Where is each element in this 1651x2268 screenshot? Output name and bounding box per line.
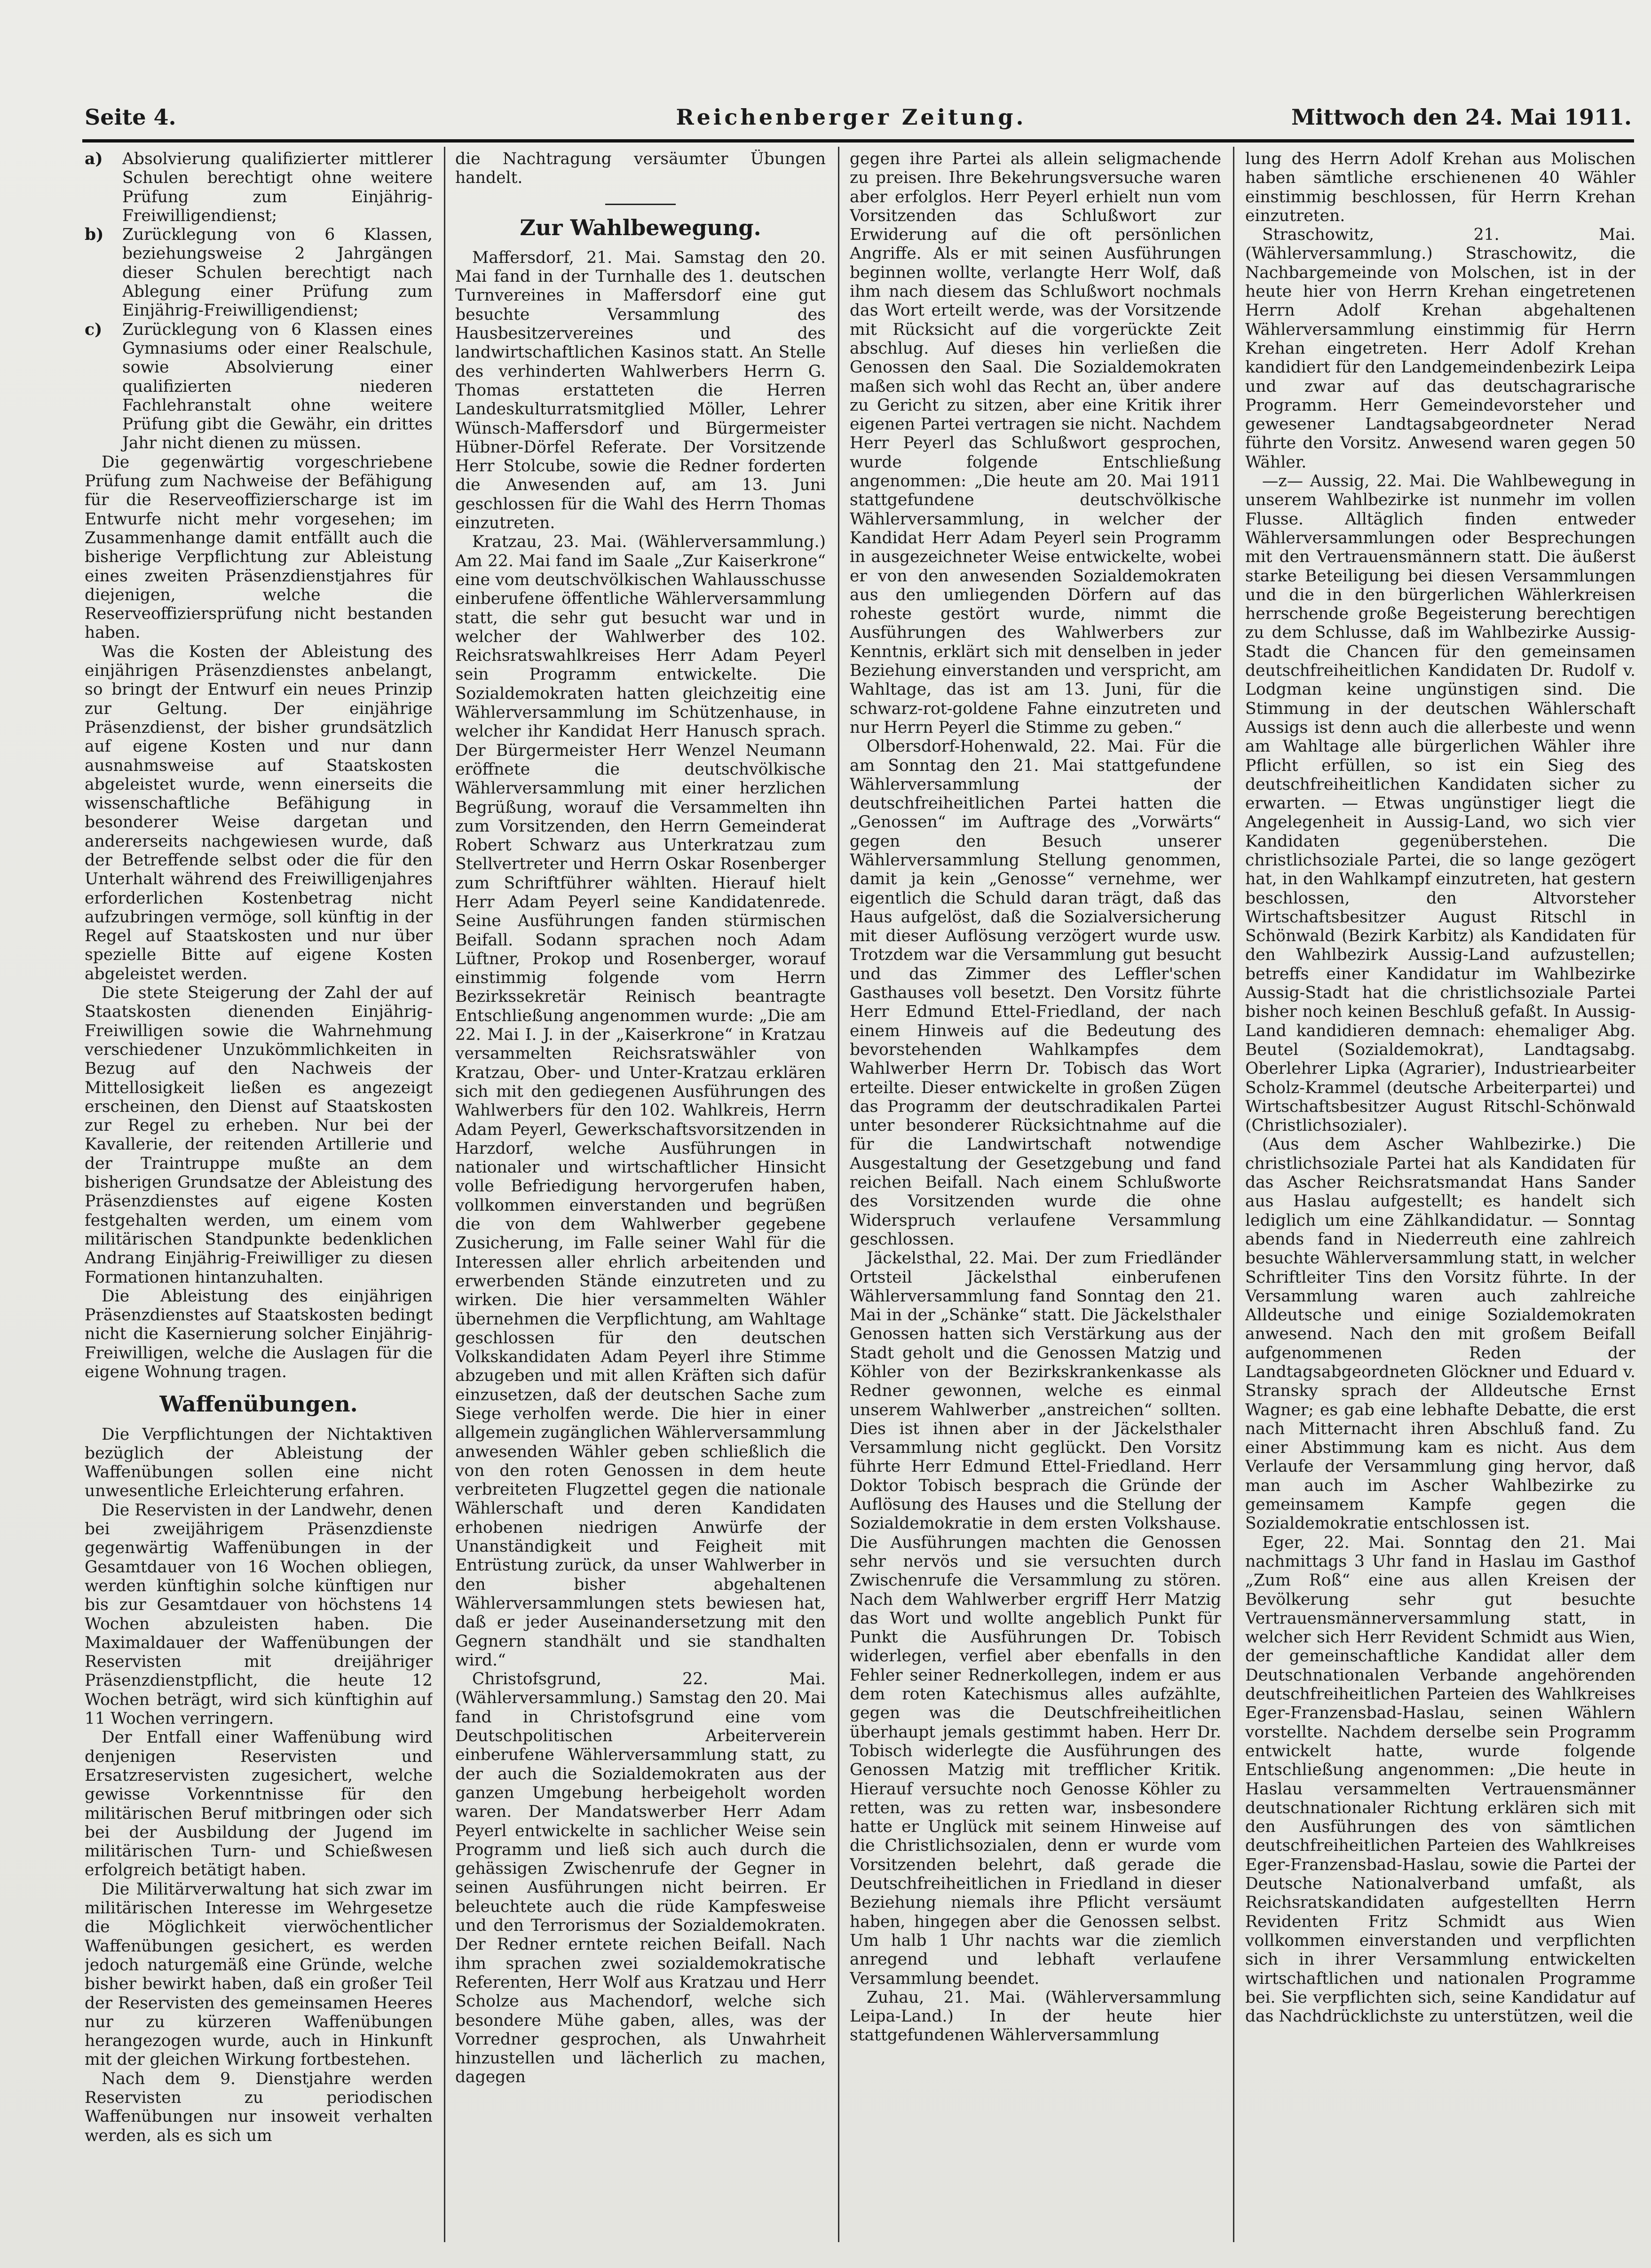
paragraph: Was die Kosten der Ableistung des einjährigen Präsenzdienstes anbelangt, so bringt der Entwurf ein neues Prinzip zur Geltung. Der einjährige Präsenzdienst, der bisher grundsätzlich auf eigene Kosten und nur dann ausnahmsweise auf Staatskosten abgeleistet wurde, wenn einerseits die wissenschaftliche Befähigung in besonderer Weise dargetan und andererseits nachgewiesen wurde, daß der Betreffende selbst oder die für den Unterhalt während des Freiwilligenjahres erforderlichen Kostenbetrag nicht aufzubringen vermöge, soll künftig in der Regel auf Staatskosten und nur über spezielle Bitte auf eigene Kosten abgeleistet werden. [85,642,433,983]
paragraph: Maffersdorf, 21. Mai. Samstag den 20. Mai fand in der Turnhalle des 1. deutschen Turnvereines in Maffersdorf eine gut besuchte Versammlung des Hausbesitzervereines und des landwirtschaftlichen Kasinos statt. An Stelle des verhinderten Wahlwerbers Herrn G. Thomas erstatteten die Herren Landeskulturratsmitglied Möller, Lehrer Wünsch-Maffersdorf und Bürgermeister Hübner-Dörfel Referate. Der Vorsitzende Herr Stolcube, sowie die Redner forderten die Anwesenden auf, am 13. Juni geschlossen für die Wahl des Herrn Thomas einzutreten. [455,248,826,533]
section-heading: Zur Wahlbewegung. [520,214,761,240]
paragraph: Straschowitz, 21. Mai. (Wählerversammlung.) Straschowitz, die Nachbargemeinde von Molschen, ist in der heute hier von Herrn Krehan eingetretenen Herrn Adolf Krehan abgehaltenen Wählerversammlung einstimmig für Herrn Krehan eingetreten. Herr Adolf Krehan kandidiert für den Landgemeindenbezirk Leipa und zwar auf das deutschagrarische Programm. Herr Gemeindevorsteher und gewesener Landtagsabgeordneter Nerad führte den Vorsitz. Anwesend waren gegen 50 Wähler. [1245,225,1635,472]
list-item [85,320,433,453]
list-item-label: b) [85,225,104,245]
paragraph: Die Militärverwaltung hat sich zwar im militärischen Interesse im Wehrgesetze die Möglichkeit vierwöchentlicher Waffenübungen gesichert, es werden jedoch naturgemäß eine Gründe, welche bisher bewirkt haben, daß ein großer Teil der Reservisten des gemeinsamen Heeres nur zu kürzeren Waffenübungen herangezogen wurde, auch in Hinkunft mit der gleichen Wirkung fortbestehen. [85,1879,433,2070]
column-divider [1233,147,1234,2242]
paragraph: Jäckelsthal, 22. Mai. Der zum Friedländer Ortsteil Jäckelsthal einberufenen Wählerversammlung fand Sonntag den 21. Mai in der „Schänke“ statt. Die Jäckelsthaler Genossen hatten sich Verstärkung aus der Stadt geholt und die Genossen Matzig und Köhler von der Bezirkskrankenkasse als Redner gewonnen, welche es einmal unserem Wahlwerber „anstreichen“ sollten. Dies ist ihnen aber in der Jäckelsthaler Versammlung nicht geglückt. Den Vorsitz führte Herr Edmund Ettel-Friedland. Herr Doktor Tobisch besprach die Gründe der Auflösung des Hauses und die Stellung der Sozialdemokratie in dem ersten Volkshause. Die Ausführungen machten die Genossen sehr nervös und sie versuchten durch Zwischenrufe die Versammlung zu stören. Nach dem Wahlwerber ergriff Herr Matzig das Wort und wollte angeblich Punkt für Punkt die Ausführungen Dr. Tobisch widerlegen, verfiel aber ebenfalls in den Fehler seiner Rednerkollegen, indem er aus dem roten Katechismus alles aufzählte, gegen was die Deutschfreiheitlichen überhaupt jemals gestimmt haben. Herr Dr. Tobisch widerlegte die Ausführungen des Genossen Matzig mit trefflicher Kritik. Hierauf versuchte noch Genosse Köhler zu retten, was zu retten war, insbesondere hatte er Unglück mit seinem Hinweise auf die Christlichsozialen, denn er wurde vom Vorsitzenden belehrt, daß gerade die Deutschfreiheitlichen in Friedland in dieser Beziehung niemals ihre Pflicht versäumt haben, hingegen aber die Genossen selbst. Um halb 1 Uhr nachts war die ziemlich anregend und lebhaft verlaufene Versammlung beendet. [850,1249,1221,1988]
paragraph: die Nachtragung versäumter Übungen handelt. [455,150,826,188]
list-item-text: Zurücklegung von 6 Klassen, beziehungsweise 2 Jahrgängen dieser Schulen berechtigt nach Ablegung einer Prüfung zum Einjährig-Freiwilligendienst; [122,225,433,320]
newspaper-title: Reichenberger Zeitung. [676,104,1027,130]
column-4 [1245,150,1635,2238]
list-item [85,150,433,225]
list-item [85,225,433,320]
issue-date: Mittwoch den 24. Mai 1911. [1291,104,1632,130]
paragraph: Zuhau, 21. Mai. (Wählerversammlung Leipa-Land.) In der heute hier stattgefundenen Wählerversammlung [850,1988,1221,2045]
section-rule [605,204,676,205]
paragraph: Die Reservisten in der Landwehr, denen bei zweijährigem Präsenzdienste gegenwärtig Waffenübungen in der Gesamtdauer von 16 Wochen obliegen, werden künftighin solche künftigen nur bis zur Gesamtdauer von höchstens 14 Wochen abzuleisten haben. Die Maximaldauer der Waffenübungen der Reservisten mit dreijähriger Präsenzdienstpflicht, die heute 12 Wochen beträgt, wird sich künftighin auf 11 Wochen verringern. [85,1500,433,1729]
list-item-label: a) [85,150,103,168]
paragraph: Die gegenwärtig vorgeschriebene Prüfung zum Nachweise der Befähigung für die Reserveoffizierscharge ist im Entwurfe nicht mehr vorgesehen; im Zusammenhange damit entfällt auch die bisherige Verpflichtung zur Ableistung eines zweiten Präsenzdienstjahres für diejenigen, welche die Reserveoffiziersprüfung nicht bestanden haben. [85,452,433,642]
list-item-text: Absolvierung qualifizierter mittlerer Schulen berechtigt ohne weitere Prüfung zum Einjährig-Freiwilligendienst; [122,150,433,225]
column-divider [444,147,445,2242]
paragraph: Christofsgrund, 22. Mai. (Wählerversammlung.) Samstag den 20. Mai fand in Christofsgrund eine vom Deutschpolitischen Arbeiterverein einberufene Wählerversammlung statt, zu der auch die Sozialdemokraten aus der ganzen Umgebung herbeigeholt worden waren. Der Mandatswerber Herr Adam Peyerl entwickelte in sachlicher Weise sein Programm und ließ sich auch durch die gehässigen Zwischenrufe der Gegner in seinen Ausführungen nicht beirren. Er beleuchtete auch die rüde Kampfesweise und den Terrorismus der Sozialdemokraten. Der Redner erntete reichen Beifall. Nach ihm sprachen zwei sozialdemokratische Referenten, Herr Wolf aus Kratzau und Herr Scholze aus Machendorf, welche sich besondere Mühe gaben, alles, was der Vorredner gesprochen, als Unwahrheit hinzustellen und lächerlich zu machen, dagegen [455,1670,826,2087]
paragraph: Kratzau, 23. Mai. (Wählerversammlung.) Am 22. Mai fand im Saale „Zur Kaiserkrone“ eine vom deutschvölkischen Wahlausschusse einberufene öffentliche Wählerversammlung statt, die sehr gut besucht war und in welcher der Wahlwerber des 102. Reichsratswahlkreises Herr Adam Peyerl sein Programm entwickelte. Die Sozialdemokraten hatten gleichzeitig eine Wählerversammlung im Schützenhause, in welcher ihr Kandidat Herr Hanusch sprach. Der Bürgermeister Herr Wenzel Neumann eröffnete die deutschvölkische Wählerversammlung mit einer herzlichen Begrüßung, worauf die Versammelten ihn zum Vorsitzenden, den Herrn Gemeinderat Robert Schwarz aus Unterkratzau zum Stellvertreter und Herrn Oskar Rosenberger zum Schriftführer wählten. Hierauf hielt Herr Adam Peyerl seine Kandidatenrede. Seine Ausführungen fanden stürmischen Beifall. Sodann sprachen noch Adam Lüftner, Prokop und Rosenberger, worauf einstimmig folgende vom Herrn Bezirkssekretär Reinisch beantragte Entschließung angenommen wurde: „Die am 22. Mai I. J. in der „Kaiserkrone“ in Kratzau versammelten Reichsratswähler von Kratzau, Ober- und Unter-Kratzau erklären sich mit den gediegenen Ausführungen des Wahlwerbers für den 102. Wahlkreis, Herrn Adam Peyerl, Gewerkschaftsvorsitzenden in Harzdorf, welche Ausführungen in nationaler und wirtschaftlicher Hinsicht volle Befriedigung hervorgerufen haben, vollkommen einverstanden und begrüßen die von dem Wahlwerber gegebene Zusicherung, im Falle seiner Wahl für die Interessen aller ehrlich arbeitenden und erwerbenden Stände einzutreten und zu wirken. Die hier versammelten Wähler übernehmen die Verpflichtung, am Wahltage geschlossen für den deutschen Volkskandidaten Adam Peyerl ihre Stimme abzugeben und mit allen Kräften sich dafür einzusetzen, daß der deutschen Sache zum Siege verholfen werde. Die hier in einer allgemein zugänglichen Wählerversammlung anwesenden Wähler geben schließlich die von den roten Genossen in dem heute verbreiteten Flugzettel gegen die nationale Wählerschaft und deren Kandidaten erhobenen niedrigen Anwürfe der Unanständigkeit und Feigheit mit Entrüstung zurück, da unser Wahlwerber in den bisher abgehaltenen Wählerversammlungen stets bewiesen hat, daß er jeder Auseinandersetzung mit den Gegnern standhält und sie standhalten wird.“ [455,532,826,1670]
list-item-label: c) [85,320,103,339]
paragraph: Nach dem 9. Dienstjahre werden Reservisten zu periodischen Waffenübungen nur insoweit verhalten werden, als es sich um [85,2069,433,2145]
paragraph: Die Verpflichtungen der Nichtaktiven bezüglich der Ableistung der Waffenübungen sollen eine nicht unwesentliche Erleichterung erfahren. [85,1425,433,1501]
paragraph: Die Ableistung des einjährigen Präsenzdienstes auf Staatskosten bedingt nicht die Kasernierung solcher Einjährig-Freiwilligen, welche die Auslagen für die eigene Wohnung tragen. [85,1286,433,1381]
column-1 [85,150,433,2238]
column-2 [455,150,826,2238]
paragraph: lung des Herrn Adolf Krehan aus Molischen haben sämtliche erschienenen 40 Wähler einstimmig beschlossen, für Herrn Krehan einzutreten. [1245,150,1635,225]
paragraph: Der Entfall einer Waffenübung wird denjenigen Reservisten und Ersatzreservisten zugesichert, welche gewisse Vorkenntnisse für den militärischen Beruf mitbringen oder sich bei der Ausbildung der Jugend im militärischen Turn- und Schießwesen erfolgreich betätigt haben. [85,1728,433,1880]
page-header [85,104,1632,137]
paragraph: —z— Aussig, 22. Mai. Die Wahlbewegung in unserem Wahlbezirke ist nunmehr im vollen Flusse. Alltäglich finden entweder Wählerversammlungen oder Besprechungen mit den Vertrauensmännern statt. Die äußerst starke Beteiligung bei diesen Versammlungen und die in den bürgerlichen Wählerkreisen herrschende große Begeisterung berechtigen zu dem Schlusse, daß im Wahlbezirke Aussig-Stadt die Chancen für den gemeinsamen deutschfreiheitlichen Kandidaten Dr. Rudolf v. Lodgman keine ungünstigen sind. Die Stimmung in der deutschen Wählerschaft Aussigs ist denn auch die allerbeste und wenn am Wahltage alle bürgerlichen Wähler ihre Pflicht erfüllen, so ist ein Sieg des deutschfreiheitlichen Kandidaten sicher zu erwarten. — Etwas ungünstiger liegt die Angelegenheit in Aussig-Land, wo sich vier Kandidaten gegenüberstehen. Die christlichsoziale Partei, die so lange gezögert hat, in den Wahlkampf einzutreten, hat gestern beschlossen, den Altvorsteher Wirtschaftsbesitzer August Ritschl in Schönwald (Bezirk Karbitz) als Kandidaten für den Wahlbezirk Aussig-Land aufzustellen; betreffs einer Kandidatur im Wahlbezirke Aussig-Stadt hat die christlichsoziale Partei bisher noch keinen Beschluß gefaßt. In Aussig-Land kandidieren demnach: ehemaliger Abg. Beutel (Sozialdemokrat), Landtagsabg. Oberlehrer Lipka (Agrarier), Industriearbeiter Scholz-Krammel (deutsche Arbeiterpartei) und Wirtschaftsbesitzer August Ritschl-Schönwald (Christlichsozialer). [1245,472,1635,1135]
paragraph: Eger, 22. Mai. Sonntag den 21. Mai nachmittags 3 Uhr fand in Haslau im Gasthof „Zum Roß“ eine aus allen Kreisen der Bevölkerung sehr gut besuchte Vertrauensmännerversammlung statt, in welcher sich Herr Revident Schmidt aus Wien, der gemeinschaftliche Kandidat aller dem Deutschnationalen Verbande angehörenden deutschfreiheitlichen Parteien des Wahlkreises Eger-Franzensbad-Haslau, seinen Wählern vorstellte. Nachdem derselbe sein Programm entwickelt hatte, wurde folgende Entschließung angenommen: „Die heute in Haslau versammelten Vertrauensmänner deutschnationaler Richtung erklären sich mit den Ausführungen des von sämtlichen deutschfreiheitlichen Parteien des Wahlkreises Eger-Franzensbad-Haslau, sowie die Partei der Deutsche Nationalverband umfaßt, als Reichsratskandidaten aufgestellten Herrn Revidenten Fritz Schmidt aus Wien vollkommen einverstanden und verpflichten sich in ihrer Versammlung entwickelten wirtschaftlichen und nationalen Programme bei. Sie verpflichten sich, seine Kandidatur auf das Nachdrücklichste zu unterstützen, weil die [1245,1533,1635,2026]
section-heading: Waffenübungen. [159,1391,358,1417]
column-3 [850,150,1221,2238]
page-number: Seite 4. [85,104,176,130]
list-item-text: Zurücklegung von 6 Klassen eines Gymnasiums oder einer Realschule, sowie Absolvierung einer qualifizierten niederen Fachlehranstalt ohne weitere Prüfung gibt die Gewähr, ein drittes Jahr nicht dienen zu müssen. [122,320,433,453]
paragraph: (Aus dem Ascher Wahlbezirke.) Die christlichsoziale Partei hat als Kandidaten für das Ascher Reichsratsmandat Hans Sander aus Haslau aufgestellt; es handelt sich lediglich um eine Zählkandidatur. — Sonntag abends fand in Niederreuth eine zahlreich besuchte Wählerversammlung statt, in welcher Schriftleiter Tins den Vorsitz führte. In der Versammlung waren auch zahlreiche Alldeutsche und einige Sozialdemokraten anwesend. Nach den mit großem Beifall aufgenommenen Reden der Landtagsabgeordneten Glöckner und Eduard v. Stransky sprach der Alldeutsche Ernst Wagner; es gab eine lebhafte Debatte, die erst nach Mitternacht ihren Abschluß fand. Zu einer Abstimmung kam es nicht. Aus dem Verlaufe der Versammlung ging hervor, daß man auch im Ascher Wahlbezirke zu gemeinsamem Kampfe gegen die Sozialdemokratie entschlossen ist. [1245,1135,1635,1533]
paragraph: gegen ihre Partei als allein seligmachende zu preisen. Ihre Bekehrungsversuche waren aber erfolglos. Herr Peyerl erhielt nun vom Vorsitzenden das Schlußwort zur Erwiderung auf die oft persönlichen Angriffe. Als er mit seinen Ausführungen beginnen wollte, verlangte Herr Wolf, daß ihm nach diesem das Schlußwort nochmals das Wort erteilt werde, was der Vorsitzende mit Rücksicht auf die vorgerückte Zeit abschlug. Auf dieses hin verließen die Genossen den Saal. Die Sozialdemokraten maßen sich wohl das Recht an, über andere zu Gericht zu sitzen, aber eine Kritik ihrer eigenen Partei vertragen sie nicht. Nachdem Herr Peyerl das Schlußwort gesprochen, wurde folgende Entschließung angenommen: „Die heute am 20. Mai 1911 stattgefundene deutschvölkische Wählerversammlung, in welcher der Kandidat Herr Adam Peyerl sein Programm in ausgezeichneter Weise entwickelte, wobei er von den anwesenden Sozialdemokraten aus den umliegenden Dörfern auf das roheste gestört wurde, nimmt die Ausführungen des Wahlwerbers zur Kenntnis, erklärt sich mit denselben in jeder Beziehung einverstanden und verspricht, am Wahltage, das ist am 13. Juni, für die schwarz-rot-goldene Fahne einzutreten und nur Herrn Peyerl die Stimme zu geben.“ [850,150,1221,737]
paragraph: Die stete Steigerung der Zahl der auf Staatskosten dienenden Einjährig-Freiwilligen sowie die Wahrnehmung verschiedener Unzukömmlichkeiten in Bezug auf den Nachweis der Mittellosigkeit ließen es angezeigt erscheinen, den Dienst auf Staatskosten zur Regel zu erheben. Nur bei der Kavallerie, der reitenden Artillerie und der Traintruppe mußte an dem bisherigen Grundsatze der Ableistung des Präsenzdienstes auf eigene Kosten festgehalten werden, um einem vom militärischen Standpunkte bedenklichen Andrang Einjährig-Freiwilliger zu diesen Formationen hintanzuhalten. [85,983,433,1287]
paragraph: Olbersdorf-Hohenwald, 22. Mai. Für die am Sonntag den 21. Mai stattgefundene Wählerversammlung der deutschfreiheitlichen Partei hatten die „Genossen“ im Auftrage des „Vorwärts“ gegen den Besuch unserer Wählerversammlung Stellung genommen, damit ja kein „Genosse“ vernehme, wer eigentlich die Schuld daran trägt, daß das Haus aufgelöst, daß die Sozialversicherung mit dieser Auflösung verzögert wurde usw. Trotzdem war die Versammlung gut besucht und das Zimmer des Leffler'schen Gasthauses voll besetzt. Den Vorsitz führte Herr Edmund Ettel-Friedland, der nach einem Hinweis auf die Bedeutung des bevorstehenden Wahlkampfes dem Wahlwerber Herrn Dr. Tobisch das Wort erteilte. Dieser entwickelte in großen Zügen das Programm der deutschradikalen Partei unter besonderer Rücksichtnahme auf die für die Landwirtschaft notwendige Ausgestaltung der Gesetzgebung und fand reichen Beifall. Nach einem Schlußworte des Vorsitzenden wurde die ohne Widerspruch verlaufene Versammlung geschlossen. [850,737,1221,1249]
header-rule [82,139,1634,143]
column-divider [838,147,839,2242]
